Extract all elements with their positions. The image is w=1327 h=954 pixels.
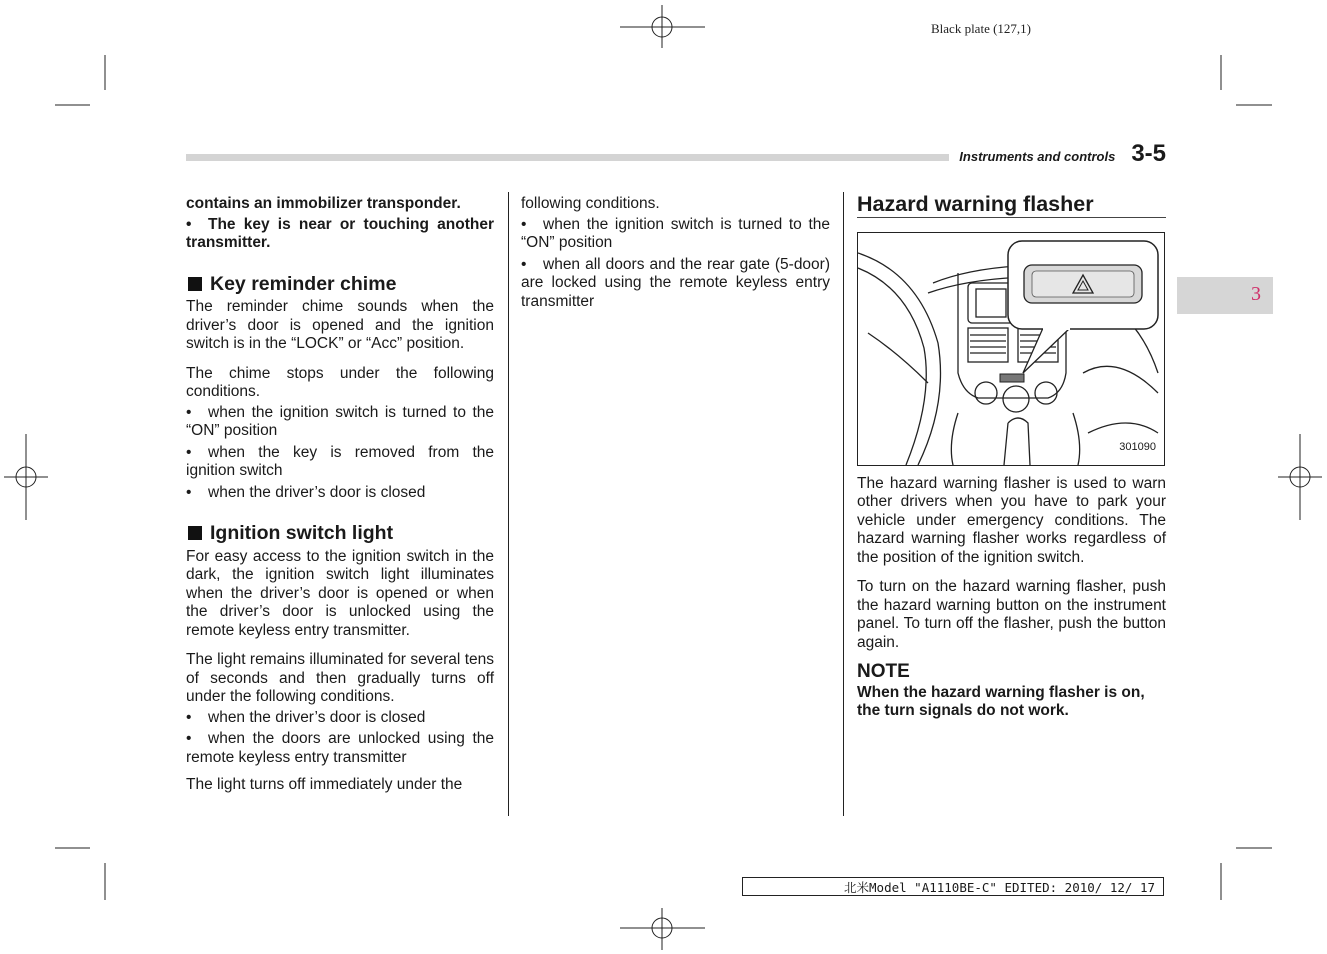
column-3 — [857, 192, 1166, 732]
paragraph: To turn on the hazard warning flasher, push the hazard warning button on the instrument panel. To turn off the flasher, push the button again. — [857, 578, 1166, 651]
bullet-icon: • — [186, 483, 192, 501]
dashboard-illustration — [857, 232, 1165, 466]
chapter-tab — [1177, 277, 1273, 314]
list-item: • when the ignition switch is turned to the “ON” position — [521, 215, 830, 251]
black-square-icon — [188, 526, 202, 540]
bullet-icon: • — [186, 730, 192, 747]
bullet-icon: • — [521, 255, 527, 273]
paragraph: The reminder chime sounds when the driver’s door is opened and the ignition switch is in the “LOCK” or “Acc” position. — [186, 298, 494, 352]
section-title: Hazard warning flasher — [857, 195, 1166, 218]
paragraph: The hazard warning flasher is used to warn other drivers when you have to park your vehicle under emergency conditions. The hazard warning flasher works regardless of the position of the ignition switch. — [857, 474, 1166, 566]
list-item: • The key is near or touching another transmitter. — [186, 215, 494, 251]
column-1 — [186, 195, 494, 806]
bullet-icon: • — [186, 443, 192, 461]
section-heading: Ignition switch light — [186, 524, 494, 543]
paragraph: The chime stops under the following conditions. — [186, 364, 494, 400]
column-2 — [521, 195, 830, 314]
list-item: • when all doors and the rear gate (5-door) are locked using the remote keyless entry transmitter — [521, 255, 830, 310]
black-square-icon — [188, 277, 202, 291]
paragraph: The light remains illuminated for several tens of seconds and then gradually turns off under the following conditions. — [186, 651, 494, 705]
header-section-title: Instruments and controls — [959, 149, 1116, 164]
section-heading: Key reminder chime — [186, 275, 494, 294]
bullet-icon: • — [521, 215, 527, 233]
bullet-icon: • — [186, 403, 192, 421]
note-title: NOTE — [857, 661, 910, 682]
list-item: • when the doors are unlocked using the remote keyless entry transmitter — [186, 730, 494, 766]
list-item: • when the key is removed from the ignition switch — [186, 443, 494, 479]
chapter-tab-number: 3 — [1251, 283, 1261, 305]
plate-label: Black plate (127,1) — [931, 21, 1031, 36]
paragraph: For easy access to the ignition switch in the dark, the ignition switch light illuminates when the driver’s door is opened or when the driver’s door is unlocked using the remote keyless entry transmitter. — [186, 547, 494, 639]
list-item: • when the ignition switch is turned to the “ON” position — [186, 403, 494, 439]
running-header — [949, 140, 1166, 168]
bullet-icon: • — [186, 708, 192, 726]
note-text: When the hazard warning flasher is on, the turn signals do not work. — [857, 683, 1145, 719]
column-divider-1 — [508, 192, 509, 816]
intro-bold-text: contains an immobilizer transponder. — [186, 195, 461, 212]
dashboard-drawing — [858, 233, 1164, 465]
page-number: 3-5 — [1131, 140, 1166, 167]
list-item: • when the driver’s door is closed — [186, 483, 426, 501]
bullet-icon: • — [186, 215, 192, 233]
list-item: • when the driver’s door is closed — [186, 708, 426, 726]
footer-edit-stamp: 北米Model "A1110BE-C" EDITED: 2010/ 12/ 17 — [742, 877, 1164, 896]
column-divider-2 — [843, 192, 844, 816]
figure-code: 301090 — [1119, 441, 1156, 453]
paragraph: The light turns off immediately under the — [186, 776, 463, 793]
paragraph: following conditions. — [521, 195, 660, 212]
